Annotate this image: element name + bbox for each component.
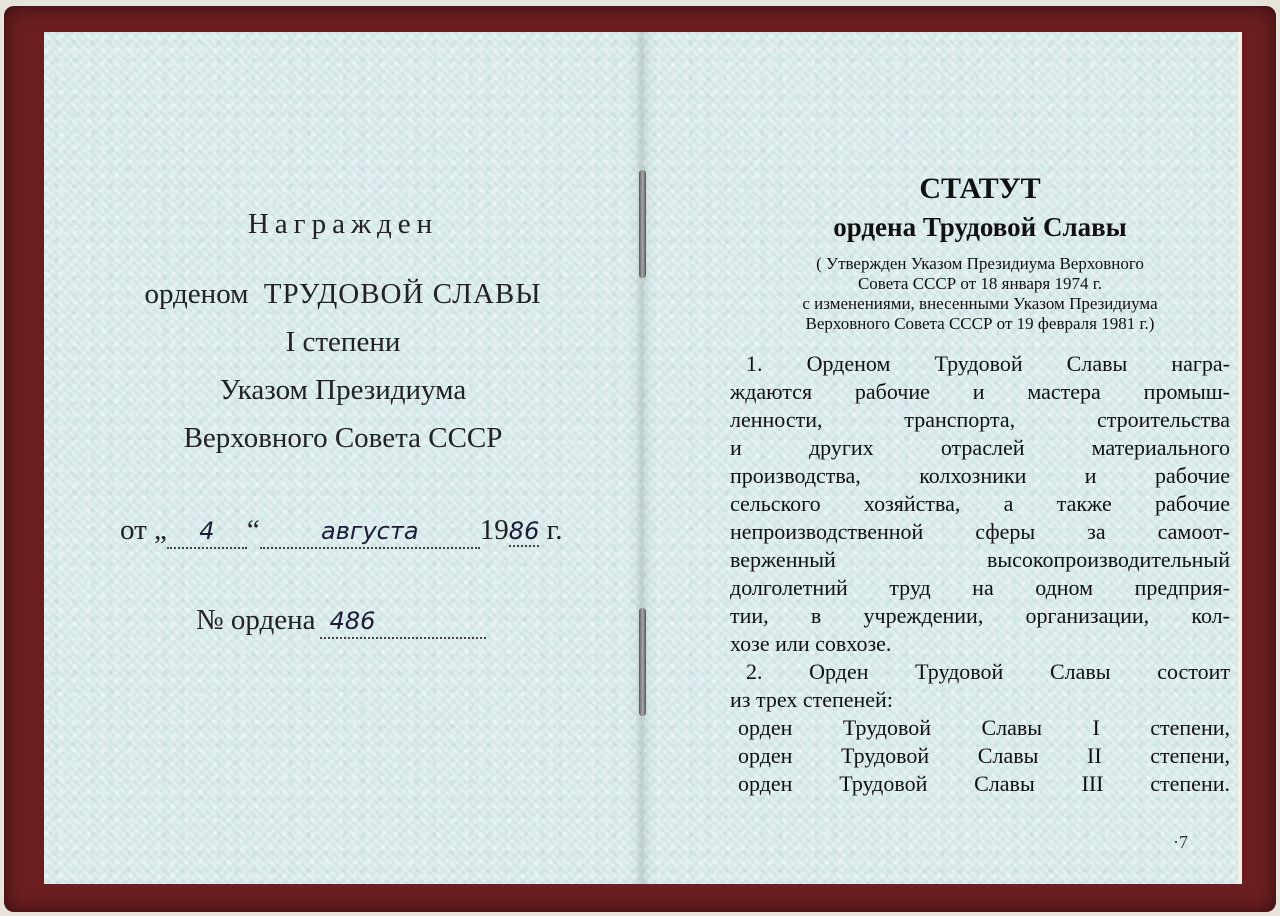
paragraph-line: непроизводственной сферы за самоот-: [730, 519, 1230, 544]
decree-line-1: Указом Президиума: [219, 374, 467, 406]
binding-staple-bottom: [639, 608, 646, 716]
paragraph-line: из трех степеней:: [730, 687, 893, 712]
order-number: 486: [329, 607, 376, 635]
date-month: августа: [321, 517, 419, 545]
note-line: с изменениями, внесенными Указом Президиума: [802, 294, 1158, 313]
decree-line-2: Верховного Совета СССР: [183, 422, 503, 454]
order-number-line: [196, 604, 636, 639]
date-year: 86: [508, 517, 540, 545]
date-suffix: г.: [546, 514, 563, 546]
note-line: ( Утвержден Указом Президиума Верховного: [816, 254, 1144, 273]
paragraph-line: ленности, транспорта, строительства: [730, 407, 1230, 432]
paragraph-line: 1. Орденом Трудовой Славы награ-: [746, 351, 1230, 376]
award-line: [44, 278, 642, 311]
paragraph-line: 2. Орден Трудовой Славы состоит: [746, 659, 1230, 684]
date-prefix: от „: [120, 514, 167, 546]
date-day: 4: [199, 517, 215, 545]
award-date-line: [120, 514, 640, 549]
paragraph-line: тии, в учреждении, организации, кол-: [730, 603, 1230, 628]
left-page: [44, 32, 642, 884]
paragraph-line: хозе или совхозе.: [730, 631, 892, 656]
award-degree: I степени: [285, 326, 401, 358]
paragraph-2: [730, 658, 1230, 798]
binding-staple-top: [639, 170, 646, 278]
paragraph-line: долголетний труд на одном предприя-: [730, 575, 1230, 600]
note-line: Совета СССР от 18 января 1974 г.: [857, 274, 1103, 293]
paragraph-line: производства, колхозники и рабочие: [730, 463, 1230, 488]
statute-note: [730, 254, 1230, 334]
order-label: № ордена: [196, 604, 316, 636]
degree-line: орден Трудовой Славы II степени,: [738, 743, 1230, 768]
page-number: ·7: [1173, 832, 1188, 852]
paragraph-line: сельского хозяйства, а также рабочие: [730, 491, 1230, 516]
award-prefix: орденом: [144, 278, 249, 310]
degree-line: орден Трудовой Славы III степени.: [738, 771, 1230, 796]
statute-subtitle: ордена Трудовой Славы: [833, 212, 1127, 242]
award-name: ТРУДОВОЙ СЛАВЫ: [263, 278, 542, 310]
note-line: Верховного Совета СССР от 19 февраля 1981 г.): [805, 314, 1155, 333]
statute-title: СТАТУТ: [919, 172, 1041, 205]
degree-line: орден Трудовой Славы I степени,: [738, 715, 1230, 740]
paragraph-line: верженный высокопроизводительный: [730, 547, 1230, 572]
paragraph-line: и других отраслей материального: [730, 435, 1230, 460]
date-quote: “: [246, 514, 260, 546]
awarded-heading: Награжден: [247, 208, 439, 240]
date-year-prefix: 19: [479, 514, 509, 546]
paragraph-1: [730, 350, 1230, 658]
paragraph-line: ждаются рабочие и мастера промыш-: [730, 379, 1230, 404]
right-page: [642, 32, 1242, 884]
